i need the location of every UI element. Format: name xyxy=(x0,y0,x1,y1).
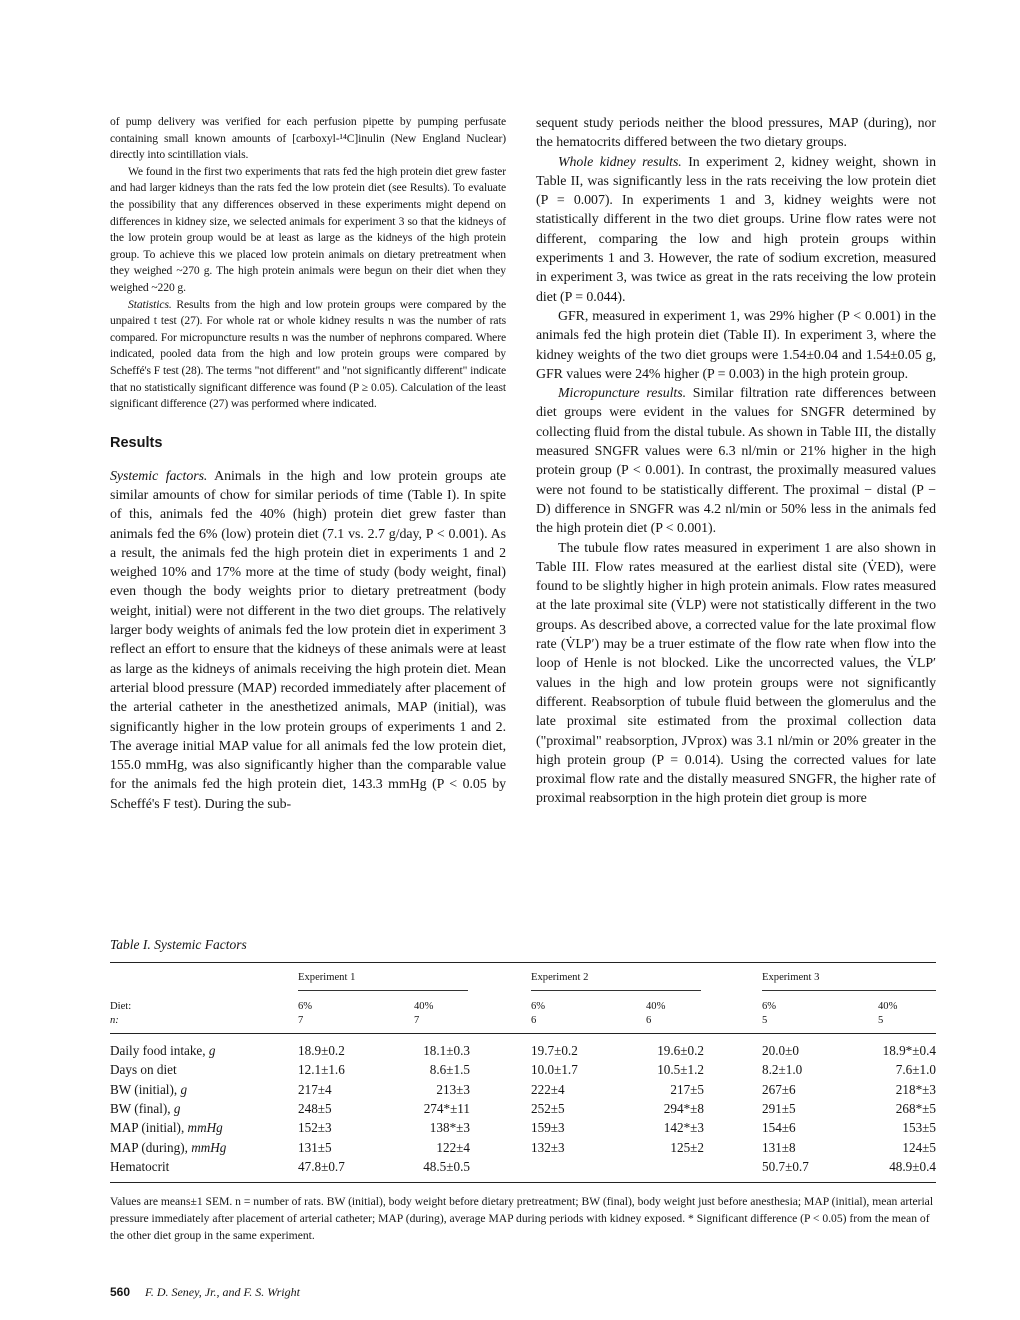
micropuncture-runin: Micropuncture results. xyxy=(558,386,687,402)
table-cell: 7.6±1.0 xyxy=(895,1062,936,1077)
table-cell: 294*±8 xyxy=(663,1101,704,1116)
table-cell: 248±5 xyxy=(298,1101,332,1116)
continuation-paragraph: sequent study periods neither the blood pressures, MAP (during), nor the hematocrits differed between the two dietary groups. xyxy=(536,116,936,151)
table-cell: 48.5±0.5 xyxy=(423,1159,470,1174)
table-cell: 222±4 xyxy=(531,1082,565,1097)
table-cell: 19.7±0.2 xyxy=(531,1043,578,1058)
systemic-text: Animals in the high and low protein groups ate similar amounts of chow for similar periods of time (Table I). In spite of this, animals fed the 40% (high) protein diet grew faster than animals fed the 6% (low) protein diet (7.1 vs. 2.7 g/day, P < 0.001). As a result, the animals fed the high protein diet in experiments 1 and 2 weighed 10% and 17% more at the time of study (body weight, final) even though the body weights prior to dietary pretreatment (body weight, initial) were not different in the two diet groups. The relatively larger body weights of animals fed the low protein diet in experiment 3 reflect an effort to ensure that the kidneys of these animals were at least as large as the kidneys of animals receiving the high protein diet. Mean arterial blood pressure (MAP) recorded immediately after placement of the arterial catheter in the anesthetized animals, MAP (initial), was significantly higher in the low protein groups of experiments 1 and 2. The average initial MAP value for all animals fed the low protein diet, 155.0 mmHg, was also significantly higher than the comparable value for the animals fed the high protein diet, 143.3 mmHg (P < 0.05 by Scheffé's F test). During the sub- xyxy=(110,468,506,812)
table-cell: 267±6 xyxy=(762,1082,796,1097)
experiment-1-rule xyxy=(298,990,468,991)
experiment-1-header: Experiment 1 xyxy=(298,972,356,983)
table-header-rule xyxy=(110,1033,936,1034)
row-label xyxy=(110,1043,215,1059)
table-cell: 213±3 xyxy=(436,1082,470,1097)
table-cell: 124±5 xyxy=(902,1140,936,1155)
table-cell: 48.9±0.4 xyxy=(889,1159,936,1174)
table-cell: 252±5 xyxy=(531,1101,565,1116)
table-cell: 8.6±1.5 xyxy=(429,1062,470,1077)
table-cell: 159±3 xyxy=(531,1120,565,1135)
whole-kidney-text: In experiment 2, kidney weight, shown in Table II, was significantly less in the rats receiving the low protein diet (P = 0.007). In experiments 1 and 3, kidney weights were not statistically different in the two diet groups. Urine flow rates were not different, comparing the low and high protein groups within experiments 1 and 3. However, the rate of sodium excretion, measured in experiment 3, was twice as great in the rats receiving the low protein diet (P = 0.044). xyxy=(536,154,936,305)
table-cell: 18.9±0.2 xyxy=(298,1043,345,1058)
table-cell: 138*±3 xyxy=(429,1120,470,1135)
row-label xyxy=(110,1140,226,1156)
micropuncture-paragraph xyxy=(536,384,936,538)
running-authors: F. D. Seney, Jr., and F. S. Wright xyxy=(145,1285,300,1299)
diet-cell: 40% xyxy=(878,1001,898,1012)
row-label-unit: g xyxy=(173,1101,181,1116)
table-cell: 10.0±1.7 xyxy=(531,1062,578,1077)
table-cell: 153±5 xyxy=(902,1120,936,1135)
table-cell: 218*±3 xyxy=(895,1082,936,1097)
experiment-3-rule xyxy=(762,990,936,991)
n-cell: 5 xyxy=(878,1015,884,1026)
table-cell: 268*±5 xyxy=(895,1101,936,1116)
row-label xyxy=(110,1120,223,1136)
n-cell: 5 xyxy=(762,1015,768,1026)
methods-paragraph-pump: of pump delivery was verified for each perfusion pipette by pumping perfusate containing small known amounts of [carboxyl-¹⁴C]inulin (New England Nuclear) directly into scintillation vials. xyxy=(110,115,506,162)
table-title: Table I. Systemic Factors xyxy=(110,937,247,952)
row-label xyxy=(110,1101,180,1117)
row-label xyxy=(110,1159,169,1175)
results-heading: Results xyxy=(110,434,163,451)
page-footer xyxy=(110,1285,300,1300)
table-cell: 122±4 xyxy=(436,1140,470,1155)
table-cell: 131±5 xyxy=(298,1140,332,1155)
experiment-2-header: Experiment 2 xyxy=(531,972,589,983)
table-bottom-rule xyxy=(110,1182,936,1183)
table-cell: 12.1±1.6 xyxy=(298,1062,345,1077)
table-cell: 131±8 xyxy=(762,1140,796,1155)
row-label-unit: mmHg xyxy=(187,1120,223,1135)
statistics-paragraph xyxy=(110,297,506,413)
table-cell: 291±5 xyxy=(762,1101,796,1116)
row-label-text: Days on diet xyxy=(110,1062,177,1077)
micropuncture-text: Similar filtration rate differences between diet groups were evident in the values for SNGFR determined by collecting fluid from the distal tubule. As shown in Table III, the distally measured SNGFR values were 6.3 nl/min or 21% higher in the high protein group (P < 0.001). In contrast, the proximally measured values were not found to be statistically different. The proximal − distal (P − D) difference in SNGFR was 4.2 nl/min or 50% less in the animals fed the high protein diet (P < 0.001). xyxy=(536,386,937,537)
gfr-paragraph: GFR, measured in experiment 1, was 29% higher (P < 0.001) in the animals fed the high protein diet (Table II). In experiment 3, where the kidney weights of the two diet groups were 1.54±0.04 and 1.54±0.05 g, GFR values were 24% higher (P = 0.003) in the high protein group. xyxy=(536,308,936,382)
table-cell: 152±3 xyxy=(298,1120,332,1135)
table-cell: 217±5 xyxy=(670,1082,704,1097)
n-cell: 6 xyxy=(531,1015,537,1026)
n-cell: 6 xyxy=(646,1015,652,1026)
statistics-text: Results from the high and low protein groups were compared by the unpaired t test (27). For whole rat or whole kidney results n was the number of rats compared. For micropuncture results n was the number of nephrons compared. Where indicated, pooled data from the high and low protein groups were compared by Scheffé's F test (28). The terms "not different" and "not significantly different" indicate that no statistically significant difference was found (P ≥ 0.05). Calculation of the least significant difference (27) was performed where indicated. xyxy=(110,297,506,411)
table-footnote: Values are means±1 SEM. n = number of rats. BW (initial), body weight before dietary pretreatment; BW (final), body weight just before anesthesia; MAP (initial), mean arterial pressure immediately after placement of arterial catheter; MAP (during), average MAP during periods with kidney exposed. * Significant difference (P < 0.05) from the mean of the other diet group in the same experiment. xyxy=(110,1195,934,1242)
table-cell: 18.9*±0.4 xyxy=(882,1043,936,1058)
table-cell: 142*±3 xyxy=(663,1120,704,1135)
table-cell: 50.7±0.7 xyxy=(762,1159,809,1174)
row-label-text: MAP (during), xyxy=(110,1140,192,1155)
page-number: 560 xyxy=(110,1285,131,1299)
diet-label: Diet: xyxy=(110,1001,132,1012)
row-label-text: BW (final), xyxy=(110,1101,174,1116)
row-label-text: BW (initial), xyxy=(110,1082,181,1097)
diet-cell: 40% xyxy=(414,1001,434,1012)
row-label-unit: g xyxy=(180,1082,188,1097)
row-label-text: Hematocrit xyxy=(110,1159,170,1174)
diet-cell: 6% xyxy=(762,1001,777,1012)
table-cell: 20.0±0 xyxy=(762,1043,799,1058)
row-label-unit: g xyxy=(208,1043,216,1058)
systemic-factors-paragraph xyxy=(110,467,506,814)
table-cell: 10.5±1.2 xyxy=(657,1062,704,1077)
whole-kidney-paragraph xyxy=(536,153,936,307)
tubule-flow-paragraph: The tubule flow rates measured in experiment 1 are also shown in Table III. Flow rates measured at the earliest distal site (V̇ED), were found to be slightly higher in high protein animals. Flow rates measured at the late proximal site (V̇LP) were not statistically different in the two groups. As described above, a corrected value for the late proximal flow rate (V̇LP′) may be a truer estimate of the flow rate when flow into the loop of Henle is not blocked. Like the uncorrected values, the V̇LP′ values in the high and low protein groups were not significantly different. Reabsorption of tubule fluid between the glomerulus and the late proximal site estimated from the proximal collection data ("proximal" reabsorption, JVprox) was 3.1 nl/min or 20% greater in the high protein group (P = 0.014). Using the corrected values for late proximal flow rate and the distally measured SNGFR, the higher rate of proximal reabsorption in the high protein diet group is more xyxy=(536,540,936,807)
diet-cell: 6% xyxy=(298,1001,313,1012)
row-label xyxy=(110,1062,177,1078)
methods-paragraph-kidney-size: We found in the first two experiments that rats fed the high protein diet grew faster and had larger kidneys than the rats fed the low protein diet (see Results). To evaluate the possibility that any differences observed in these experiments might depend on differences in kidney size, we selected animals for experiment 3 so that the kidneys of the low protein group would be at least as large as the kidneys of the high protein group. To achieve this we placed low protein animals on dietary pretreatment when they weighed ~270 g. The high protein animals were begun on their diet when they weighed ~220 g. xyxy=(110,164,506,294)
n-label: n: xyxy=(110,1015,119,1026)
table-cell: 8.2±1.0 xyxy=(762,1062,803,1077)
table-cell: 154±6 xyxy=(762,1120,796,1135)
n-cell: 7 xyxy=(414,1015,420,1026)
experiment-3-header: Experiment 3 xyxy=(762,972,820,983)
table-cell: 217±4 xyxy=(298,1082,332,1097)
table-cell: 274*±11 xyxy=(423,1101,470,1116)
table-cell: 47.8±0.7 xyxy=(298,1159,345,1174)
diet-cell: 40% xyxy=(646,1001,666,1012)
diet-cell: 6% xyxy=(531,1001,546,1012)
n-cell: 7 xyxy=(298,1015,304,1026)
systemic-runin: Systemic factors. xyxy=(110,468,208,484)
row-label-text: Daily food intake, xyxy=(110,1043,209,1058)
table-cell: 132±3 xyxy=(531,1140,565,1155)
row-label-unit: mmHg xyxy=(191,1140,227,1155)
experiment-2-rule xyxy=(531,990,701,991)
row-label xyxy=(110,1082,187,1098)
table-cell: 19.6±0.2 xyxy=(657,1043,704,1058)
right-column xyxy=(536,114,936,809)
table-top-rule xyxy=(110,962,936,963)
whole-kidney-runin: Whole kidney results. xyxy=(558,154,682,170)
left-column xyxy=(110,114,506,814)
row-label-text: MAP (initial), xyxy=(110,1120,188,1135)
table-cell: 125±2 xyxy=(670,1140,704,1155)
statistics-runin: Statistics. xyxy=(128,297,172,311)
table-cell: 18.1±0.3 xyxy=(423,1043,470,1058)
